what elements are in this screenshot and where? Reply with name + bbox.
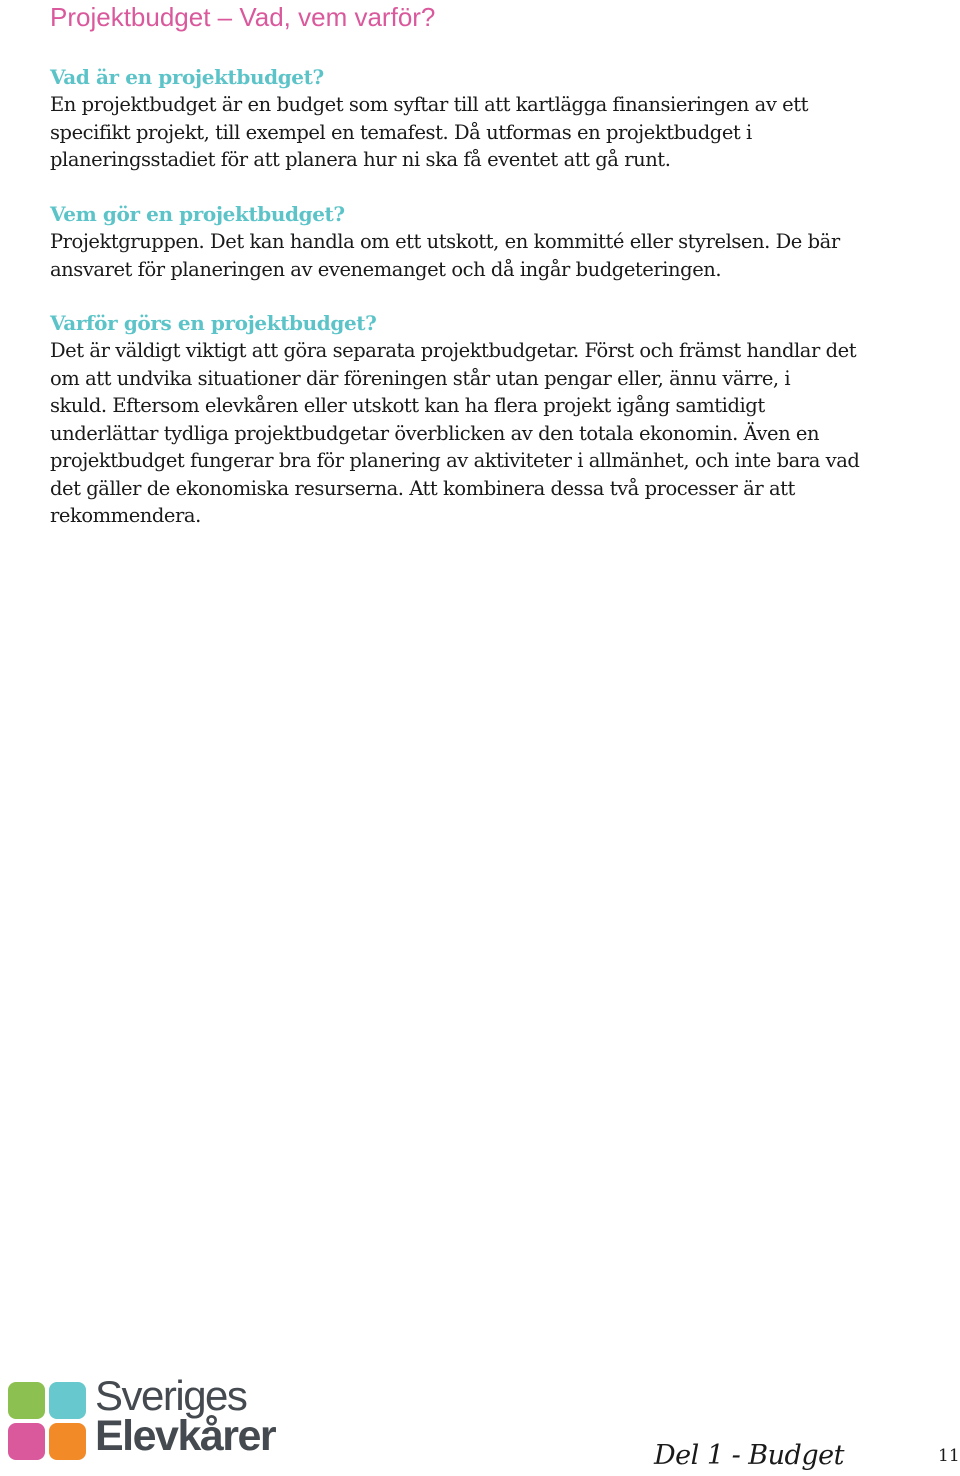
section-body <box>50 337 950 530</box>
section-heading: Vad är en projektbudget? <box>50 65 324 89</box>
footer-section-label: Del 1 - Budget <box>654 1440 844 1471</box>
logo-square-pink <box>8 1423 45 1460</box>
logo-wordmark <box>95 1372 276 1460</box>
text-line: En projektbudget är en budget som syftar till att kartlägga finansieringen av ett <box>50 93 809 116</box>
logo-square-orange <box>49 1423 86 1460</box>
logo-square-turquoise <box>49 1382 86 1419</box>
logo-line-1: Sveriges <box>95 1372 247 1419</box>
text-line: Det är väldigt viktigt att göra separata projektbudgetar. Först och främst handlar det <box>50 339 857 362</box>
text-line: om att undvika situationer där föreningen står utan pengar eller, ännu värre, i <box>50 366 791 390</box>
text-line: ansvaret för planeringen av evenemanget och då ingår budgeteringen. <box>50 257 722 281</box>
text-line: skuld. Eftersom elevkåren eller utskott kan ha flera projekt igång samtidigt <box>50 394 765 417</box>
sveriges-elevkarer-logo <box>8 1372 278 1470</box>
text-line: det gäller de ekonomiska resurserna. Att kombinera dessa två processer är att <box>50 476 795 500</box>
section-who <box>50 200 950 283</box>
section-body <box>50 91 950 174</box>
section-body <box>50 228 950 283</box>
logo-line-2: Elevkårer <box>95 1412 276 1460</box>
text-line: planeringsstadiet för att planera hur ni ska få eventet att gå runt. <box>50 148 671 171</box>
logo-squares-icon <box>8 1382 88 1462</box>
text-line: underlättar tydliga projektbudgetar överblicken av den totala ekonomin. Även en <box>50 421 820 445</box>
section-why <box>50 309 950 530</box>
page-number: 11 <box>938 1446 960 1466</box>
section-heading: Vem gör en projektbudget? <box>50 202 345 226</box>
page-title: Projektbudget – Vad, vem varför? <box>50 2 436 32</box>
section-heading: Varför görs en projektbudget? <box>50 311 377 335</box>
section-what <box>50 63 950 174</box>
text-line: rekommendera. <box>50 504 201 527</box>
text-line: specifikt projekt, till exempel en temafest. Då utformas en projektbudget i <box>50 120 752 144</box>
text-line: Projektgruppen. Det kan handla om ett utskott, en kommitté eller styrelsen. De bär <box>50 230 840 253</box>
logo-square-green <box>8 1382 45 1419</box>
text-line: projektbudget fungerar bra för planering av aktiviteter i allmänhet, och inte bara vad <box>50 449 860 472</box>
